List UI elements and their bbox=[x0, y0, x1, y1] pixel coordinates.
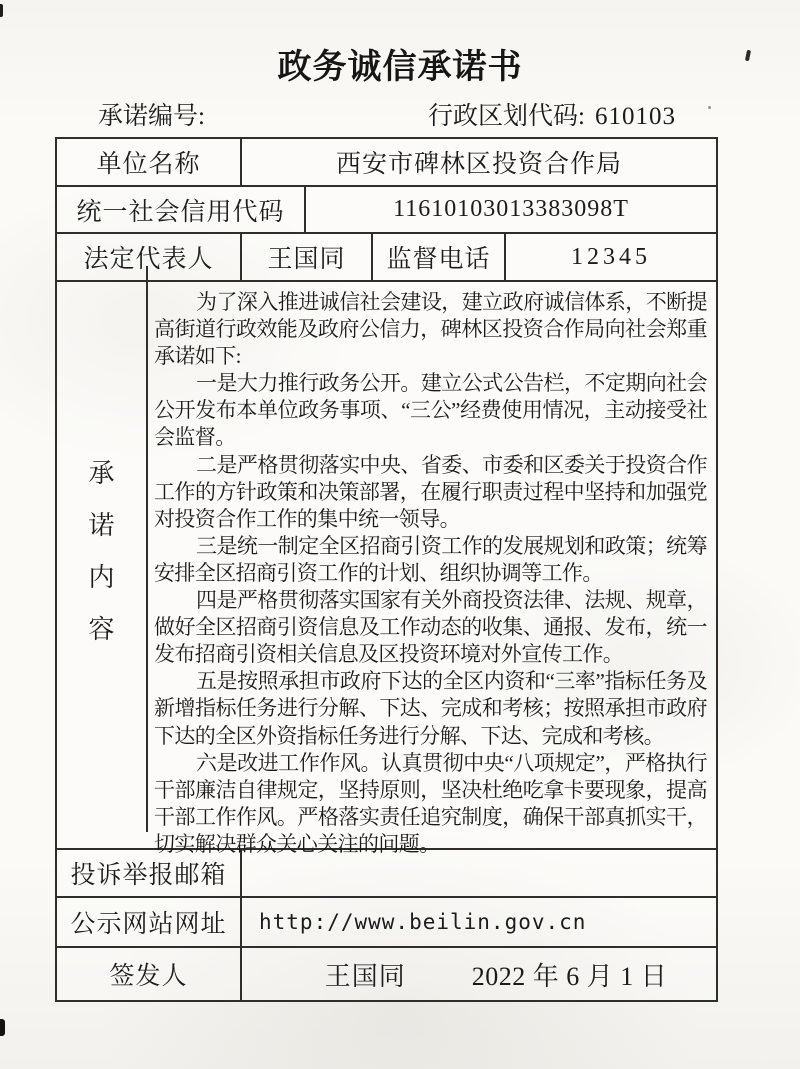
commitment-content-text bbox=[148, 282, 716, 856]
issuer-value bbox=[242, 948, 716, 1000]
content-paragraph: 五是按照承担市政府下达的全区内资和“三率”指标任务及新增指标任务进行分解、下达、完成和考核；按照承担市政府下达的全区外资指标任务进行分解、下达、完成和考核。 bbox=[154, 669, 707, 748]
row-commitment-content bbox=[57, 282, 716, 856]
region-code bbox=[428, 96, 676, 132]
row-complaint-email bbox=[57, 850, 716, 898]
promise-number-label: 承诺编号: bbox=[98, 103, 205, 130]
row-website bbox=[57, 898, 716, 948]
row-issuer bbox=[57, 948, 716, 1000]
legal-rep-value: 王国同 bbox=[242, 234, 373, 280]
region-code-value: 610103 bbox=[594, 103, 676, 130]
website-label: 公示网站网址 bbox=[57, 898, 242, 946]
commitment-content-label bbox=[57, 266, 148, 832]
row-credit-code bbox=[57, 187, 716, 234]
vertical-label-char: 内 bbox=[88, 562, 115, 592]
content-paragraph: 六是改进工作作风。认真贯彻中央“八项规定”，严格执行干部廉洁自律规定，坚持原则，坚决杜绝吃拿卡要现象，提高干部工作作风。严格落实责任追究制度，确保干部真抓实干，切实解决群众关心关注的问题。 bbox=[154, 750, 707, 856]
issue-date: 2022 年 6 月 1 日 bbox=[471, 961, 668, 991]
unit-name-label: 单位名称 bbox=[57, 139, 242, 185]
scan-artifact-bottom-left bbox=[0, 1019, 5, 1036]
commitment-table bbox=[55, 137, 718, 1002]
credit-code-label: 统一社会信用代码 bbox=[57, 187, 306, 232]
scan-artifact-top-left bbox=[0, 4, 3, 17]
vertical-label-char: 承 bbox=[88, 458, 115, 488]
issuer-label: 签发人 bbox=[57, 948, 242, 1000]
supervision-phone-value: 12345 bbox=[571, 243, 651, 270]
content-paragraph: 二是严格贯彻落实中央、省委、市委和区委关于投资合作工作的方针政策和决策部署，在履行职责过程中坚持和加强党对投资合作工作的集中统一领导。 bbox=[154, 452, 707, 531]
content-paragraph: 一是大力推行政务公开。建立公式公告栏，不定期向社会公开发布本单位政务事项、“三公”经费使用情况，主动接受社会监督。 bbox=[154, 371, 707, 450]
legal-rep-label: 法定代表人 bbox=[57, 234, 242, 280]
content-paragraph: 三是统一制定全区招商引资工作的发展规划和政策；统筹安排全区招商引资工作的计划、组织协调等工作。 bbox=[154, 533, 707, 585]
region-code-label: 行政区划代码: bbox=[428, 103, 585, 130]
vertical-label-char: 诺 bbox=[88, 510, 115, 540]
complaint-email-label: 投诉举报邮箱 bbox=[57, 850, 242, 896]
credit-code-value: 11610103013383098T bbox=[393, 196, 629, 222]
scan-artifact-dot bbox=[708, 106, 711, 109]
supervision-phone-label: 监督电话 bbox=[373, 234, 506, 280]
unit-name-value: 西安市碑林区投资合作局 bbox=[335, 151, 622, 178]
content-paragraph: 为了深入推进诚信社会建设，建立政府诚信体系，不断提高街道行政效能及政府公信力，碑林区投资合作局向社会郑重承诺如下: bbox=[154, 290, 707, 369]
row-legal-representative bbox=[57, 234, 716, 282]
content-paragraph: 四是严格贯彻落实国家有关外商投资法律、法规、规章，做好全区招商引资信息及工作动态的收集、通报、发布，统一发布招商引资相关信息及区投资环境对外宣传工作。 bbox=[154, 588, 707, 667]
website-value: http://www.beilin.gov.cn bbox=[259, 910, 587, 934]
document-title: 政务诚信承诺书 bbox=[277, 49, 523, 86]
issuer-name: 王国同 bbox=[324, 961, 406, 991]
complaint-email-value bbox=[242, 850, 716, 896]
vertical-label-char: 容 bbox=[88, 614, 115, 644]
row-unit-name bbox=[57, 139, 716, 187]
